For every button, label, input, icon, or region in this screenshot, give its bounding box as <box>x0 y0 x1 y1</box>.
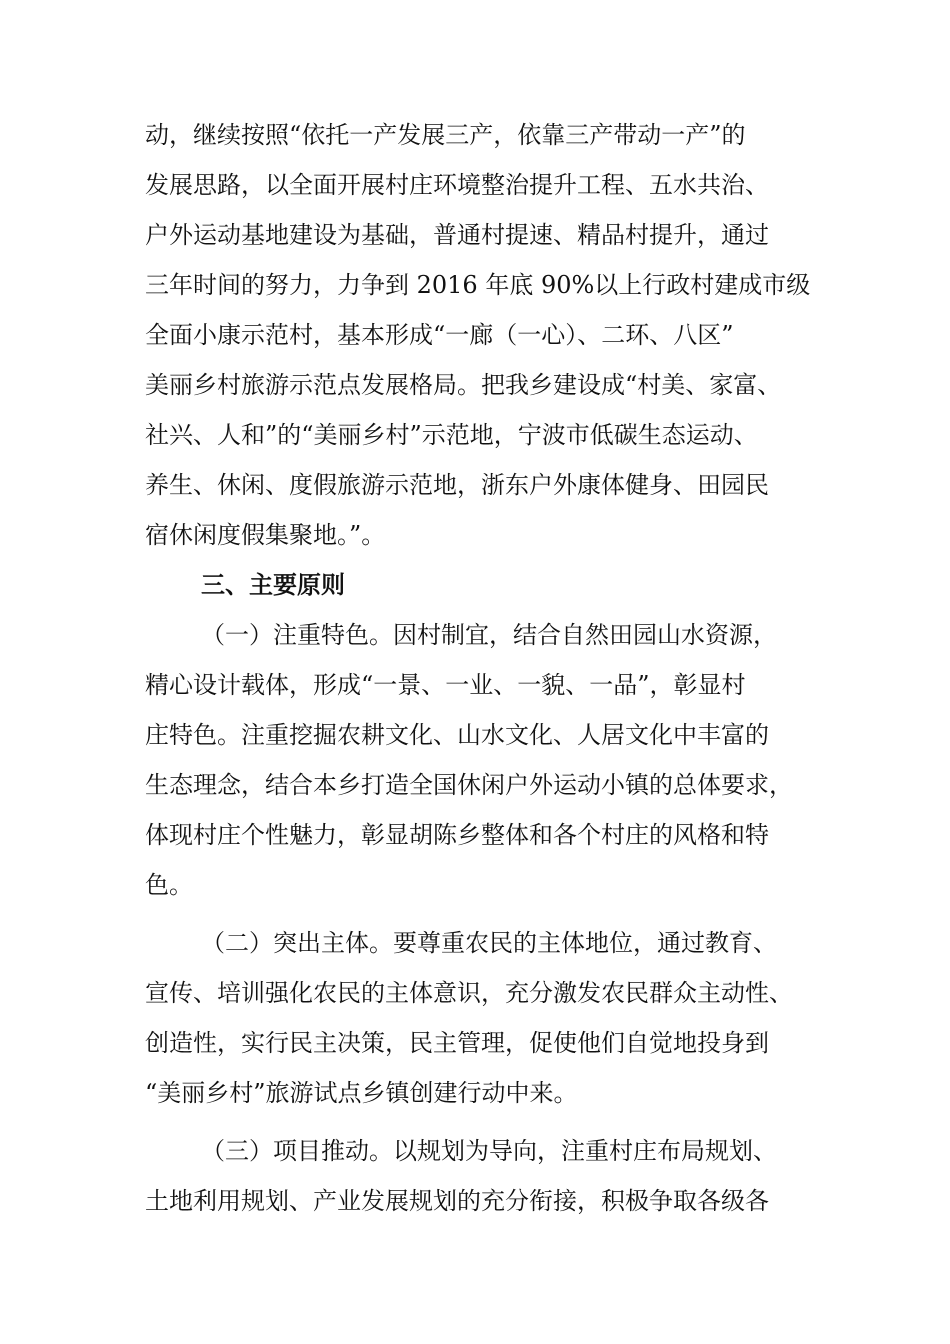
text-line: 创造性，实行民主决策，民主管理，促使他们自觉地投身到 <box>145 1029 769 1057</box>
text-line: 全面小康示范村，基本形成“一廊（一心）、二环、八区” <box>145 321 734 349</box>
section-heading: 三、主要原则 <box>201 571 345 599</box>
text-line: 社兴、人和”的“美丽乡村”示范地，宁波市低碳生态运动、 <box>145 421 758 449</box>
text-line: 养生、休闲、度假旅游示范地，浙东户外康体健身、田园民 <box>145 471 769 499</box>
text-line: “美丽乡村”旅游试点乡镇创建行动中来。 <box>145 1079 578 1107</box>
text-line: 色。 <box>145 871 193 899</box>
text-line: （三）项目推动。以规划为导向，注重村庄布局规划、 <box>201 1137 777 1165</box>
text-line: 生态理念，结合本乡打造全国休闲户外运动小镇的总体要求， <box>145 771 793 799</box>
paragraph-principle-3 <box>145 1126 815 1226</box>
text-line: 三年时间的努力，力争到 2016 年底 90%以上行政村建成市级 <box>145 271 811 299</box>
paragraph-principle-1 <box>145 610 815 910</box>
text-line: 动，继续按照“依托一产发展三产，依靠三产带动一产”的 <box>145 121 746 149</box>
text-line: （一）注重特色。因村制宜，结合自然田园山水资源， <box>201 621 777 649</box>
text-line: 土地利用规划、产业发展规划的充分衔接，积极争取各级各 <box>145 1187 769 1215</box>
text-line: 庄特色。注重挖掘农耕文化、山水文化、人居文化中丰富的 <box>145 721 769 749</box>
text-line: 宿休闲度假集聚地。”。 <box>145 521 386 549</box>
text-line: 发展思路，以全面开展村庄环境整治提升工程、五水共治、 <box>145 171 769 199</box>
text-line: 体现村庄个性魅力，彰显胡陈乡整体和各个村庄的风格和特 <box>145 821 769 849</box>
text-line: 户外运动基地建设为基础，普通村提速、精品村提升，通过 <box>145 221 769 249</box>
paragraph-goal <box>145 110 815 560</box>
text-line: 精心设计载体，形成“一景、一业、一貌、一品”，彰显村 <box>145 671 746 699</box>
paragraph-principle-2 <box>145 918 815 1118</box>
text-line: 美丽乡村旅游示范点发展格局。把我乡建设成“村美、家富、 <box>145 371 782 399</box>
text-line: 宣传、培训强化农民的主体意识，充分激发农民群众主动性、 <box>145 979 793 1007</box>
document-body <box>145 110 815 1226</box>
text-line: （二）突出主体。要尊重农民的主体地位，通过教育、 <box>201 929 777 957</box>
